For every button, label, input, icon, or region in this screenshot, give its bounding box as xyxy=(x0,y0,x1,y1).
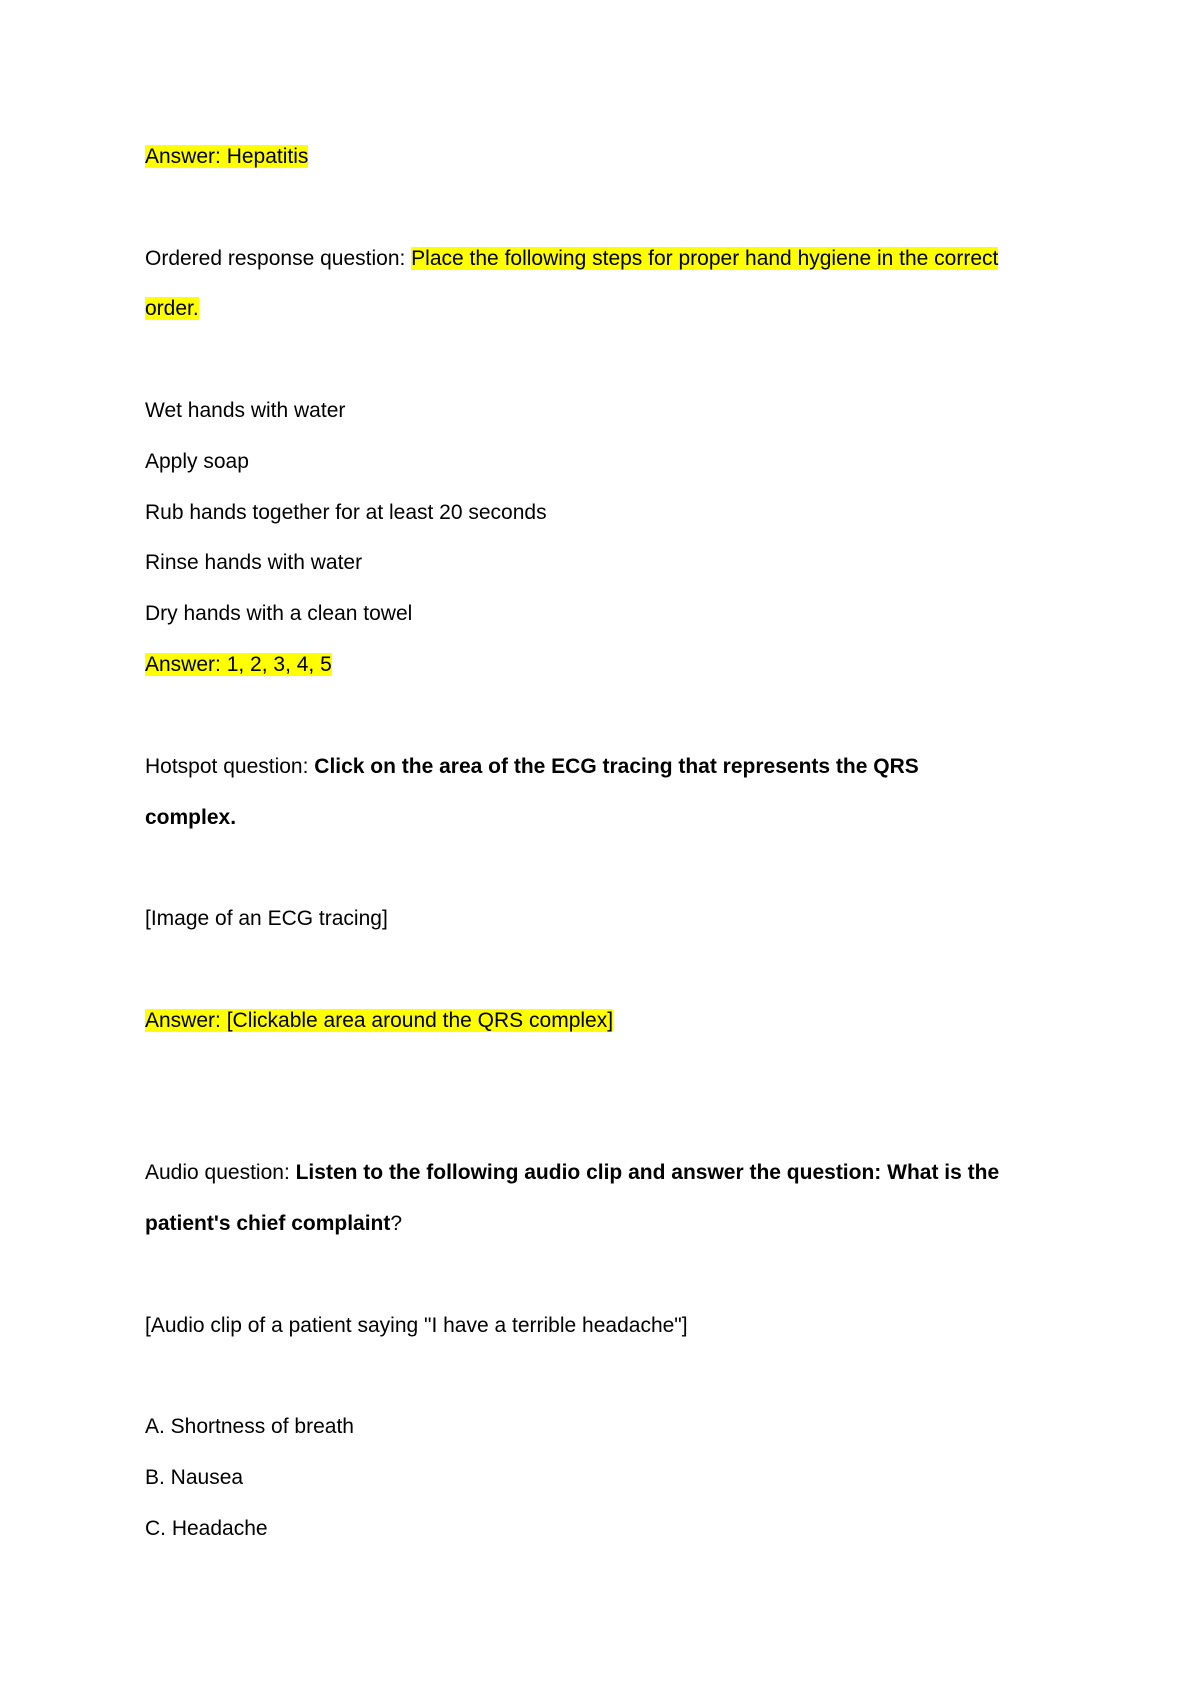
hotspot-question-prompt-2: complex. xyxy=(145,806,237,829)
ordered-question-prompt-2: order. xyxy=(145,297,199,320)
step-item: Wet hands with water xyxy=(145,399,346,422)
hotspot-answer-line xyxy=(145,1008,613,1034)
step-item: Rub hands together for at least 20 seconds xyxy=(145,501,547,524)
audio-question-line-2 xyxy=(145,1211,402,1237)
ordered-question-line-2 xyxy=(145,296,199,322)
ordered-answer: Answer: 1, 2, 3, 4, 5 xyxy=(145,653,332,676)
step-item: Dry hands with a clean towel xyxy=(145,602,413,625)
audio-question-line-1 xyxy=(145,1160,999,1186)
step-item: Rinse hands with water xyxy=(145,551,363,574)
hotspot-answer: Answer: [Clickable area around the QRS complex] xyxy=(145,1009,614,1032)
ecg-image-placeholder: [Image of an ECG tracing] xyxy=(145,907,388,930)
audio-question-prompt-2-end: ? xyxy=(390,1212,403,1235)
step-item: Apply soap xyxy=(145,450,249,473)
ordered-question-prefix: Ordered response question: xyxy=(145,247,412,270)
answer-option: A. Shortness of breath xyxy=(145,1415,354,1438)
hepatitis-answer: Answer: Hepatitis xyxy=(145,145,309,168)
audio-question-prompt-2: patient's chief complaint xyxy=(145,1212,391,1235)
audio-question-prefix: Audio question: xyxy=(145,1161,296,1184)
hotspot-question-prefix: Hotspot question: xyxy=(145,755,315,778)
audio-question-prompt-1: Listen to the following audio clip and answer the question: What is the xyxy=(295,1161,1000,1184)
audio-clip-placeholder: [Audio clip of a patient saying "I have a terrible headache"] xyxy=(145,1314,688,1337)
ordered-question-line-1 xyxy=(145,246,998,272)
answer-option: C. Headache xyxy=(145,1517,268,1540)
hotspot-question-line-1 xyxy=(145,754,919,780)
hepatitis-answer-line xyxy=(145,144,308,170)
ordered-question-prompt-1: Place the following steps for proper hand hygiene in the correct xyxy=(411,247,999,270)
hotspot-question-prompt-1: Click on the area of the ECG tracing that represents the QRS xyxy=(314,755,919,778)
answer-option: B. Nausea xyxy=(145,1466,244,1489)
ordered-answer-line xyxy=(145,652,332,678)
